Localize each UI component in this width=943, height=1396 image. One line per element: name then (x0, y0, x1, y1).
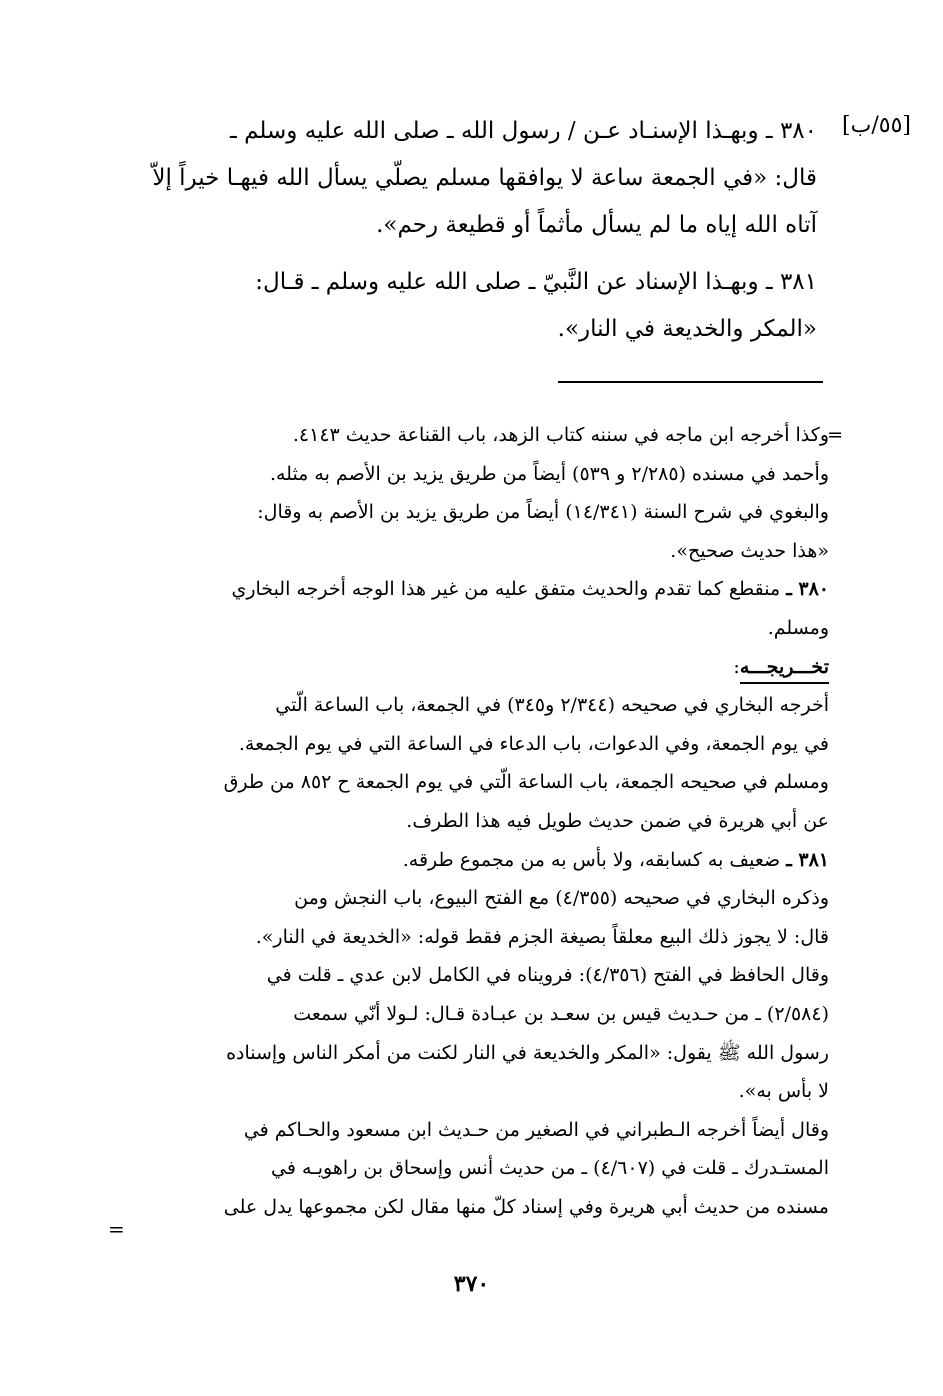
footnote-line: المستـدرك ـ قلت في (٤/٦٠٧) ـ من حديث أنس وإسحاق بن راهويـه في (271, 1157, 829, 1180)
footnote-line: في يوم الجمعة، وفي الدعوات، باب الدعاء في الساعة التي في يوم الجمعة. (238, 732, 829, 755)
footnote-line: أخرجه البخاري في صحيحه (٢/٣٤٤ و٣٤٥) في الجمعة، باب الساعة الّتي (275, 694, 829, 717)
takhrij-heading (129, 648, 829, 687)
footnotes (129, 416, 843, 1226)
footnote-line: وذكره البخاري في صحيحه (٤/٣٥٥) مع الفتح البيوع، باب النجش ومن (294, 887, 829, 910)
footnote-text: ضعيف به كسابقه، ولا بأس به من مجموع طرقه. (402, 848, 781, 871)
continuation-mark: = (827, 424, 843, 446)
footnote-line: رسول الله ﷺ يقول: «المكر والخديعة في النار لكنت من أمكر الناس وإسناده (226, 1041, 829, 1064)
hadith-381-line-2: «المكر والخديعة في النار». (557, 316, 817, 342)
continues-next-page-mark: = (108, 1217, 125, 1241)
manuscript-folio-reference: [٥٥/ب] (842, 113, 911, 138)
footnote-line: «هذا حديث صحيح». (670, 539, 829, 562)
footnote-line: عن أبي هريرة في ضمن حديث طويل فيه هذا الطرف. (406, 809, 829, 832)
takhrij-colon: : (733, 655, 740, 678)
footnote-line: ومسلم. (767, 616, 829, 639)
footnote-line: (٢/٥٨٤) ـ من حـديث قيس بن سعـد بن عبـادة قـال: لـولا أنّي سمعت (293, 1002, 829, 1025)
page-number: ٣٧٠ (453, 1271, 490, 1297)
hadith-381-line-1: ٣٨١ ـ وبهـذا الإسناد عن النَّبيّ ـ صلى الله عليه وسلم ـ قـال: (255, 269, 817, 295)
hadith-380-line-3: آتاه الله إياه ما لم يسأل مأثماً أو قطيعة رحم». (376, 212, 817, 238)
footnote-line: مسنده من حديث أبي هريرة وفي إسناد كلّ منها مقال لكن مجموعها يدل على (223, 1195, 829, 1218)
main-text (127, 108, 817, 353)
footnote-381-line (129, 841, 829, 880)
footnote-line: وأحمد في مسنده (٢/٢٨٥ و ٥٣٩) أيضاً من طريق يزيد بن الأصم به مثله. (269, 462, 829, 485)
footnote-line: وقال الحافظ في الفتح (٤/٣٥٦): فرويناه في الكامل لابن عدي ـ قلت في (266, 964, 829, 987)
footnote-continuation-line (129, 416, 843, 455)
footnote-line: قال: لا يجوز ذلك البيع معلقاً بصيغة الجزم فقط قوله: «الخديعة في النار». (255, 925, 829, 948)
hadith-380-line-1: ٣٨٠ ـ وبهـذا الإسنـاد عـن / رسول الله ـ صلى الله عليه وسلم ـ (230, 118, 817, 144)
footnote-text: منقطع كما تقدم والحديث متفق عليه من غير هذا الوجه أخرجه البخاري (231, 578, 781, 601)
footnote-separator (558, 381, 823, 383)
footnote-line: ومسلم في صحيحه الجمعة، باب الساعة الّتي في يوم الجمعة ح ٨٥٢ من طرق (223, 771, 829, 794)
footnote-line: لا بأس به». (738, 1080, 829, 1103)
footnote-380-line (129, 570, 829, 609)
footnote-line: والبغوي في شرح السنة (١٤/٣٤١) أيضاً من طريق يزيد بن الأصم به وقال: (257, 501, 829, 524)
takhrij-label: تخـــريجـــه (740, 652, 829, 684)
footnote-381-number: ٣٨١ ـ (786, 848, 829, 871)
hadith-380-line-2: قال: «في الجمعة ساعة لا يوافقها مسلم يصلّي يسأل الله فيهـا خيراً إلاّ (152, 165, 817, 191)
footnote-text: وكذا أخرجه ابن ماجه في سننه كتاب الزهد، باب القناعة حديث ٤١٤٣. (292, 424, 829, 446)
footnote-380-number: ٣٨٠ ـ (786, 578, 829, 601)
footnote-line: وقال أيضاً أخرجه الـطبراني في الصغير من حـديث ابن مسعود والحـاكم في (243, 1118, 829, 1141)
